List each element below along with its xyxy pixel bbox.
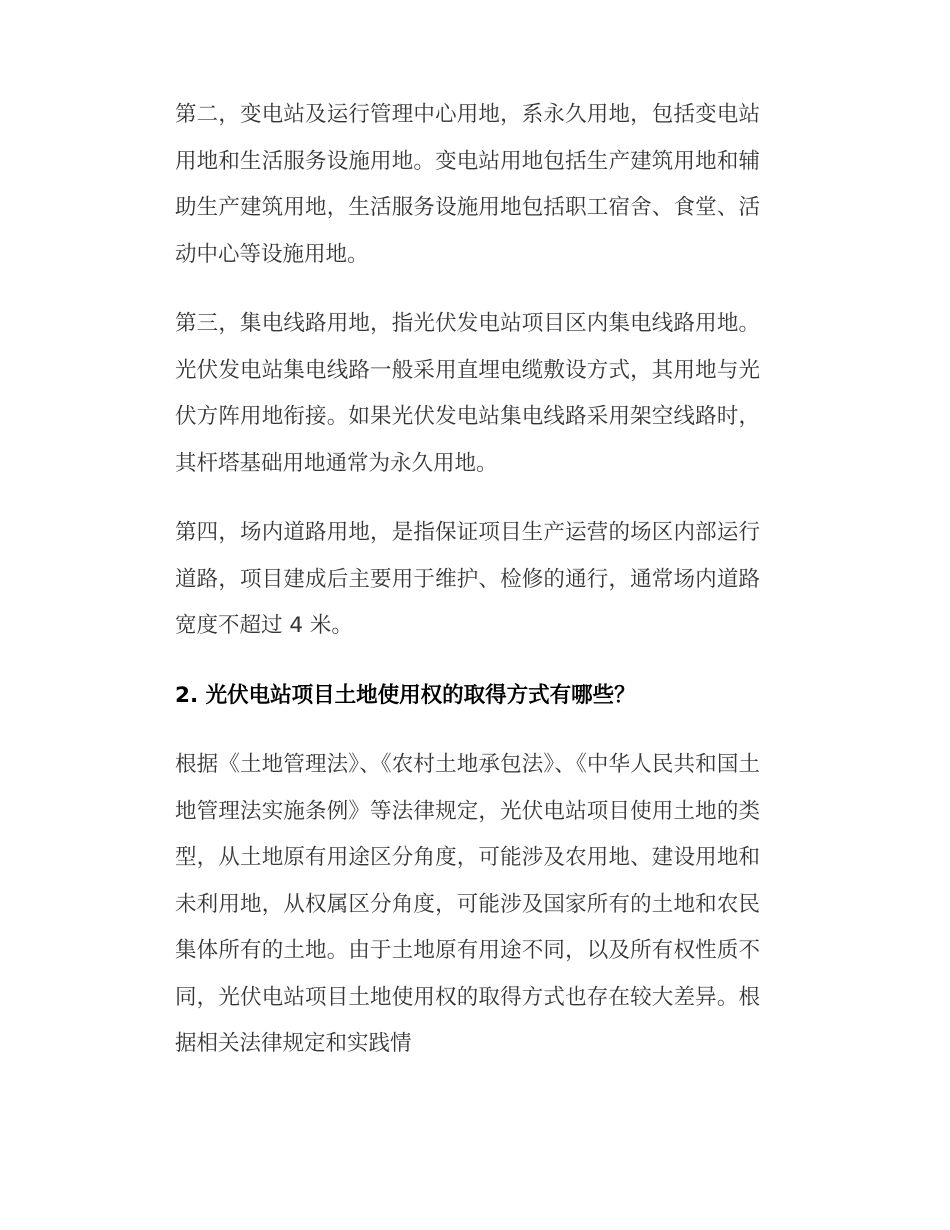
paragraph-land-acquisition: 根据《土地管理法》、《农村土地承包法》、《中华人民共和国土地管理法实施条例》等法律规定，光伏电站项目使用土地的类型，从土地原有用途区分角度，可能涉及农用地、建设用地和未利用地，从权属区分角度，可能涉及国家所有的土地和农民集体所有的土地。由于土地原有用途不同，以及所有权性质不同，光伏电站项目土地使用权的取得方式也存在较大差异。根据相关法律规定和实践情 [175, 752, 760, 1056]
paragraph-internal-road-land: 第四，场内道路用地，是指保证项目生产运营的场区内部运行道路，项目建成后主要用于维护、检修的通行，通常场内道路宽度不超过 4 米。 [175, 520, 760, 638]
document-page [175, 92, 760, 1091]
section-heading: 2. 光伏电站项目土地使用权的取得方式有哪些？ [175, 682, 636, 708]
paragraph-substation-land: 第二，变电站及运行管理中心用地，系永久用地，包括变电站用地和生活服务设施用地。变电站用地包括生产建筑用地和辅助生产建筑用地，生活服务设施用地包括职工宿舍、食堂、活动中心等设施用地。 [175, 102, 760, 267]
paragraph-collector-line-land: 第三，集电线路用地，指光伏发电站项目区内集电线路用地。光伏发电站集电线路一般采用直埋电缆敷设方式，其用地与光伏方阵用地衔接。如果光伏发电站集电线路采用架空线路时，其杆塔基础用地通常为永久用地。 [175, 311, 760, 476]
